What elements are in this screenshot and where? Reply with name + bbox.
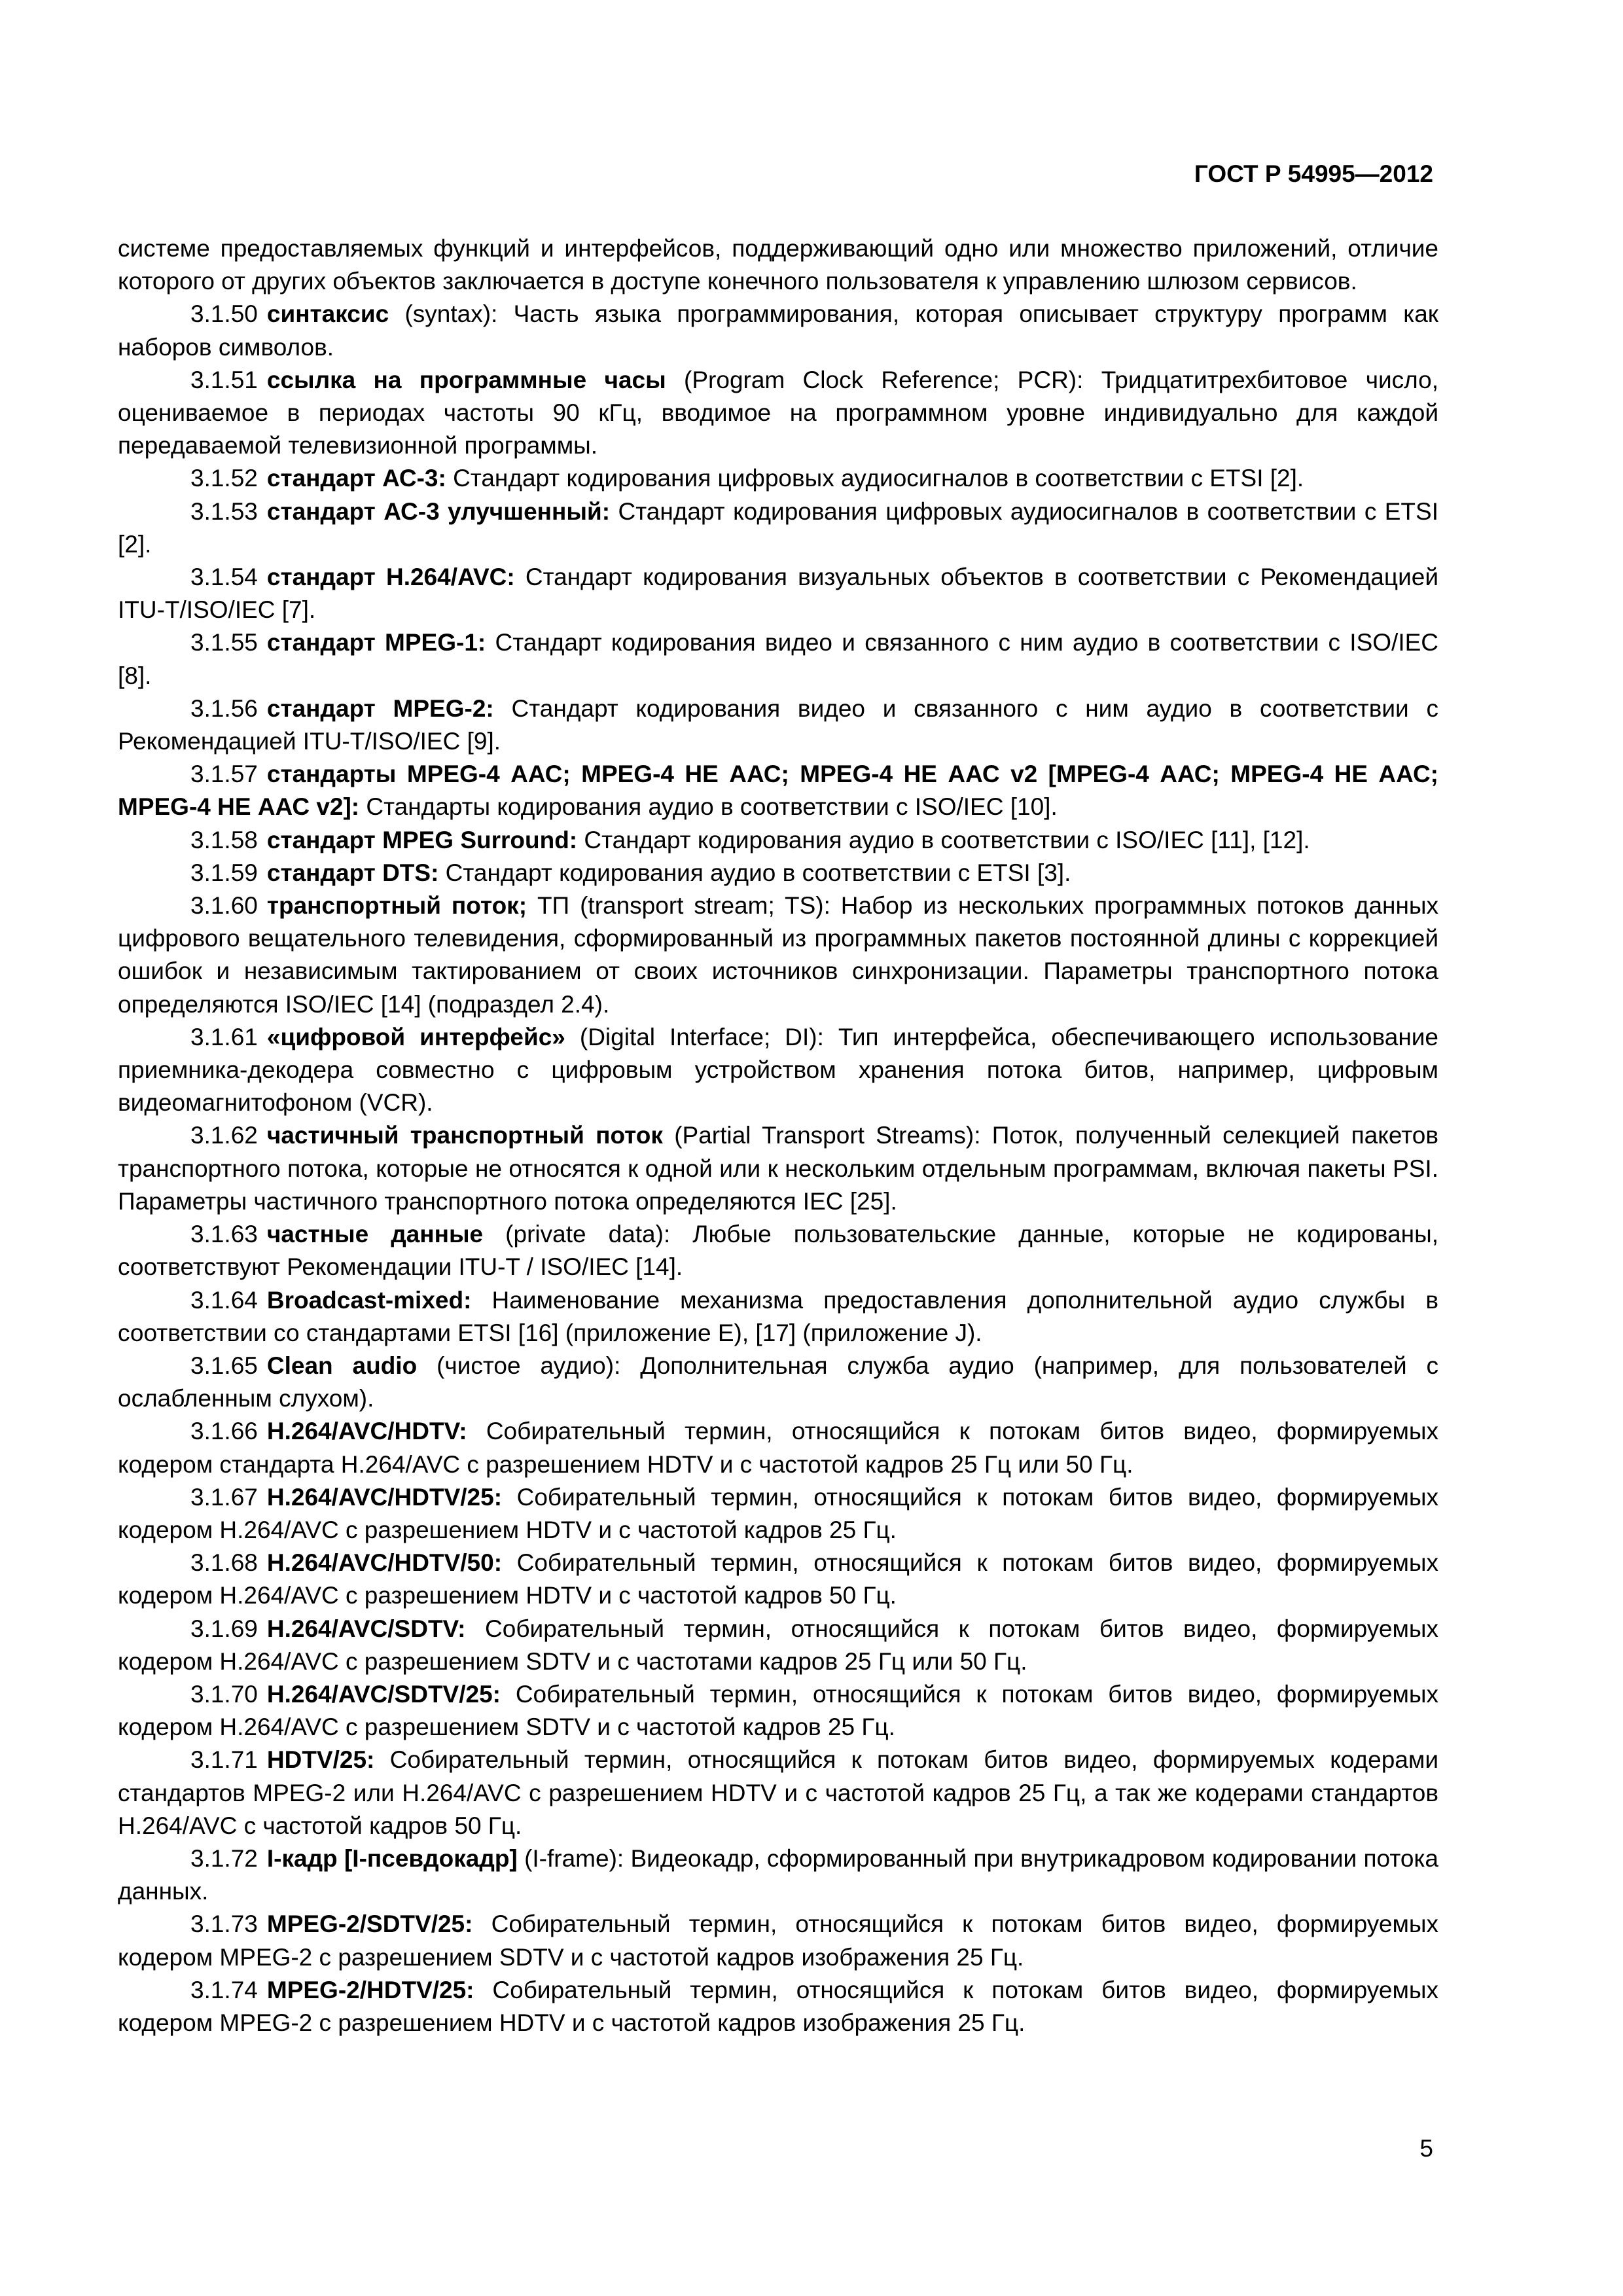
definition-3-1-68 — [118, 1547, 1438, 1612]
entry-number: 3.1.53 — [190, 497, 258, 525]
entry-term: I-кадр [I-псевдокадр] — [266, 1844, 518, 1872]
entry-number: 3.1.74 — [190, 1976, 258, 2003]
entry-text: (private data): Любые пользовательские данные, которые не кодированы, соответствуют Рекомендации ITU-T / ISO/IEC [14]. — [118, 1221, 1438, 1281]
entry-text: Стандарт кодирования аудио в соответствии с ETSI [3]. — [438, 859, 1071, 886]
entry-number: 3.1.61 — [190, 1023, 258, 1050]
entry-text: Стандарт кодирования видео и связанного с ним аудио в соответствии с ISO/IEC [8]. — [118, 629, 1438, 689]
entry-text: Собирательный термин, относящийся к потокам битов видео, формируемых кодером стандарта Н.264/AVC с разрешением HDTV и с частотой кадров 25 Гц или 50 Гц. — [118, 1418, 1438, 1478]
definition-3-1-63 — [118, 1218, 1438, 1283]
entry-text: Собирательный термин, относящийся к потокам битов видео, формируемых кодером Н.264/AVC с разрешением SDTV и с частотой кадров 25 Гц. — [118, 1680, 1438, 1741]
document-body — [118, 232, 1438, 2039]
definition-3-1-59 — [118, 857, 1438, 889]
definition-3-1-71 — [118, 1744, 1438, 1842]
entry-text: Наименование механизма предоставления дополнительной аудио службы в соответствии со стандартами ETSI [16] (приложение Е), [17] (приложение J). — [118, 1286, 1438, 1346]
entry-number: 3.1.51 — [190, 366, 258, 393]
entry-text: (I-frame): Видеокадр, сформированный при внутрикадровом кодировании потока данных. — [118, 1844, 1438, 1905]
page-number: 5 — [1419, 2135, 1433, 2162]
definition-3-1-67 — [118, 1481, 1438, 1547]
entry-term: Clean audio — [266, 1352, 418, 1379]
entry-text: Стандарт кодирования видео и связанного с ним аудио в соответствии с Рекомендацией ITU-T/ISO/IEC [9]. — [118, 694, 1438, 755]
entry-number: 3.1.69 — [190, 1615, 258, 1642]
definition-3-1-73 — [118, 1908, 1438, 1973]
continuation-paragraph: системе предоставляемых функций и интерфейсов, поддерживающий одно или множество приложений, отличие которого от других объектов заключается в доступе конечного пользователя к управлению шлюзом сервисов. — [118, 235, 1438, 295]
entry-term: стандарт MPEG-1: — [266, 629, 486, 656]
definition-3-1-57 — [118, 758, 1438, 823]
entry-number: 3.1.62 — [190, 1122, 258, 1149]
entry-term: стандарт Н.264/AVC: — [266, 564, 515, 591]
entry-term: частные данные — [266, 1221, 484, 1248]
entry-text: Собирательный термин, относящийся к потокам битов видео, формируемых кодерами стандартов MPEG-2 или Н.264/AVC с разрешением HDTV и с частотой кадров 25 Гц, а так же кодерами стандартов Н.264/AVC с частотой кадров 50 Гц. — [118, 1746, 1438, 1839]
definition-3-1-51 — [118, 364, 1438, 463]
entry-number: 3.1.70 — [190, 1680, 258, 1708]
entry-text: Собирательный термин, относящийся к потокам битов видео, формируемых кодером MPEG-2 с разрешением SDTV и с частотой кадров изображения 25 Гц. — [118, 1910, 1438, 1971]
entry-term: стандарт MPEG Surround: — [266, 826, 578, 853]
entry-text: (Digital Interface; DI): Тип интерфейса, обеспечивающего использование приемника-декодера совместно с цифровым устройством хранения потока битов, например, цифровым видеомагнитофоном (VCR). — [118, 1023, 1438, 1117]
entry-number: 3.1.72 — [190, 1844, 258, 1872]
entry-term: MPEG-2/SDTV/25: — [266, 1910, 473, 1938]
definition-3-1-54 — [118, 561, 1438, 626]
entry-number: 3.1.66 — [190, 1418, 258, 1445]
entry-text: Стандарт кодирования аудио в соответствии с ISO/IEC [11], [12]. — [577, 826, 1310, 853]
entry-number: 3.1.64 — [190, 1286, 258, 1314]
entry-text: Стандарт кодирования цифровых аудиосигналов в соответствии с ETSI [2]. — [446, 465, 1304, 492]
definition-3-1-56 — [118, 692, 1438, 758]
entry-number: 3.1.59 — [190, 859, 258, 886]
entry-term: стандарты MPEG-4 ААС; MPEG-4 НЕ ААС; MPEG-4 НЕ ААС v2 [MPEG-4 ААС; MPEG-4 НЕ ААС; MPEG-4 НЕ ААС v2]: — [118, 761, 1438, 821]
document-header: ГОСТ Р 54995—2012 — [1194, 160, 1433, 187]
entry-number: 3.1.55 — [190, 629, 258, 656]
entry-term: стандарт АС-3 улучшенный: — [266, 497, 611, 525]
entry-term: H.264/AVC/SDTV: — [266, 1615, 466, 1642]
entry-number: 3.1.56 — [190, 694, 258, 722]
entry-term: H.264/AVC/HDTV/50: — [266, 1549, 503, 1577]
entry-number: 3.1.67 — [190, 1483, 258, 1511]
entry-text: Собирательный термин, относящийся к потокам битов видео, формируемых кодером Н.264/AVC с разрешением SDTV и с частотами кадров 25 Гц или 50 Гц. — [118, 1615, 1438, 1675]
entry-text: Собирательный термин, относящийся к потокам битов видео, формируемых кодером Н.264/AVC с разрешением HDTV и с частотой кадров 50 Гц. — [118, 1549, 1438, 1609]
entry-text: Собирательный термин, относящийся к потокам битов видео, формируемых кодером Н.264/AVC с разрешением HDTV и с частотой кадров 25 Гц. — [118, 1483, 1438, 1543]
definition-3-1-50 — [118, 298, 1438, 363]
entry-number: 3.1.68 — [190, 1549, 258, 1577]
definition-3-1-52 — [118, 462, 1438, 495]
entry-text: Стандарт кодирования цифровых аудиосигналов в соответствии с ETSI [2]. — [118, 497, 1438, 558]
entry-number: 3.1.58 — [190, 826, 258, 853]
entry-number: 3.1.52 — [190, 465, 258, 492]
entry-term: «цифровой интерфейс» — [266, 1023, 565, 1050]
entry-text: Собирательный термин, относящийся к потокам битов видео, формируемых кодером MPEG-2 с разрешением HDTV и с частотой кадров изображения 25 Гц. — [118, 1976, 1438, 2036]
entry-text: (syntax): Часть языка программирования, которая описывает структуру программ как наборов символов. — [118, 300, 1438, 361]
entry-number: 3.1.63 — [190, 1221, 258, 1248]
entry-text: ТП (transport stream; TS): Набор из нескольких программных потоков данных цифрового вещательного телевидения, сформированный из программных пакетов постоянной длины с коррекцией ошибок и независимым тактированием от своих источников синхронизации. Параметры транспортного потока определяются ISO/IEC [14] (подраздел 2.4). — [118, 892, 1438, 1018]
entry-term: стандарт АС-3: — [266, 465, 446, 492]
definition-3-1-72 — [118, 1842, 1438, 1908]
entry-term: частичный транспортный поток — [266, 1122, 663, 1149]
definition-3-1-74 — [118, 1974, 1438, 2039]
definition-3-1-55 — [118, 626, 1438, 692]
entry-text: Стандарт кодирования визуальных объектов в соответствии с Рекомендацией ITU-T/ISO/IEC [7]. — [118, 564, 1438, 624]
entry-term: H.264/AVC/HDTV: — [266, 1418, 467, 1445]
entry-number: 3.1.57 — [190, 761, 258, 788]
definition-3-1-61 — [118, 1021, 1438, 1120]
entry-number: 3.1.73 — [190, 1910, 258, 1938]
definition-3-1-65 — [118, 1350, 1438, 1415]
entry-term: H.264/AVC/HDTV/25: — [266, 1483, 503, 1511]
entry-term: стандарт DTS: — [266, 859, 439, 886]
entry-number: 3.1.54 — [190, 564, 258, 591]
entry-term: стандарт MPEG-2: — [266, 694, 494, 722]
entry-term: синтаксис — [266, 300, 389, 328]
entry-text: (Program Clock Reference; PCR): Тридцатитрехбитовое число, оцениваемое в периодах частоты 90 кГц, вводимое на программном уровне индивидуально для каждой передаваемой телевизионной программы. — [118, 366, 1438, 459]
definition-3-1-60 — [118, 889, 1438, 1021]
entry-term: ссылка на программные часы — [266, 366, 666, 393]
definition-3-1-53 — [118, 495, 1438, 561]
entry-number: 3.1.60 — [190, 892, 258, 920]
entry-number: 3.1.65 — [190, 1352, 258, 1379]
definition-3-1-70 — [118, 1678, 1438, 1744]
entry-number: 3.1.71 — [190, 1746, 258, 1774]
entry-number: 3.1.50 — [190, 300, 258, 328]
entry-term: транспортный поток; — [266, 892, 527, 920]
definition-3-1-58 — [118, 824, 1438, 857]
entry-term: HDTV/25: — [266, 1746, 375, 1774]
entry-term: Broadcast-mixed: — [266, 1286, 472, 1314]
entry-text: (Partial Transport Streams): Поток, полученный селекцией пакетов транспортного потока, которые не относятся к одной или к нескольким отдельным программам, включая пакеты PSI. Параметры частичного транспортного потока определяются IEC [25]. — [118, 1122, 1438, 1215]
definition-3-1-66 — [118, 1415, 1438, 1480]
entry-text: Стандарты кодирования аудио в соответствии с ISO/IEC [10]. — [359, 793, 1058, 821]
entry-term: MPEG-2/HDTV/25: — [266, 1976, 474, 2003]
entry-text: (чистое аудио): Дополнительная служба аудио (например, для пользователей с ослабленным слухом). — [118, 1352, 1439, 1412]
definition-3-1-64 — [118, 1284, 1438, 1350]
definition-3-1-62 — [118, 1119, 1438, 1218]
entry-term: H.264/AVC/SDTV/25: — [266, 1680, 501, 1708]
definition-3-1-69 — [118, 1613, 1438, 1678]
